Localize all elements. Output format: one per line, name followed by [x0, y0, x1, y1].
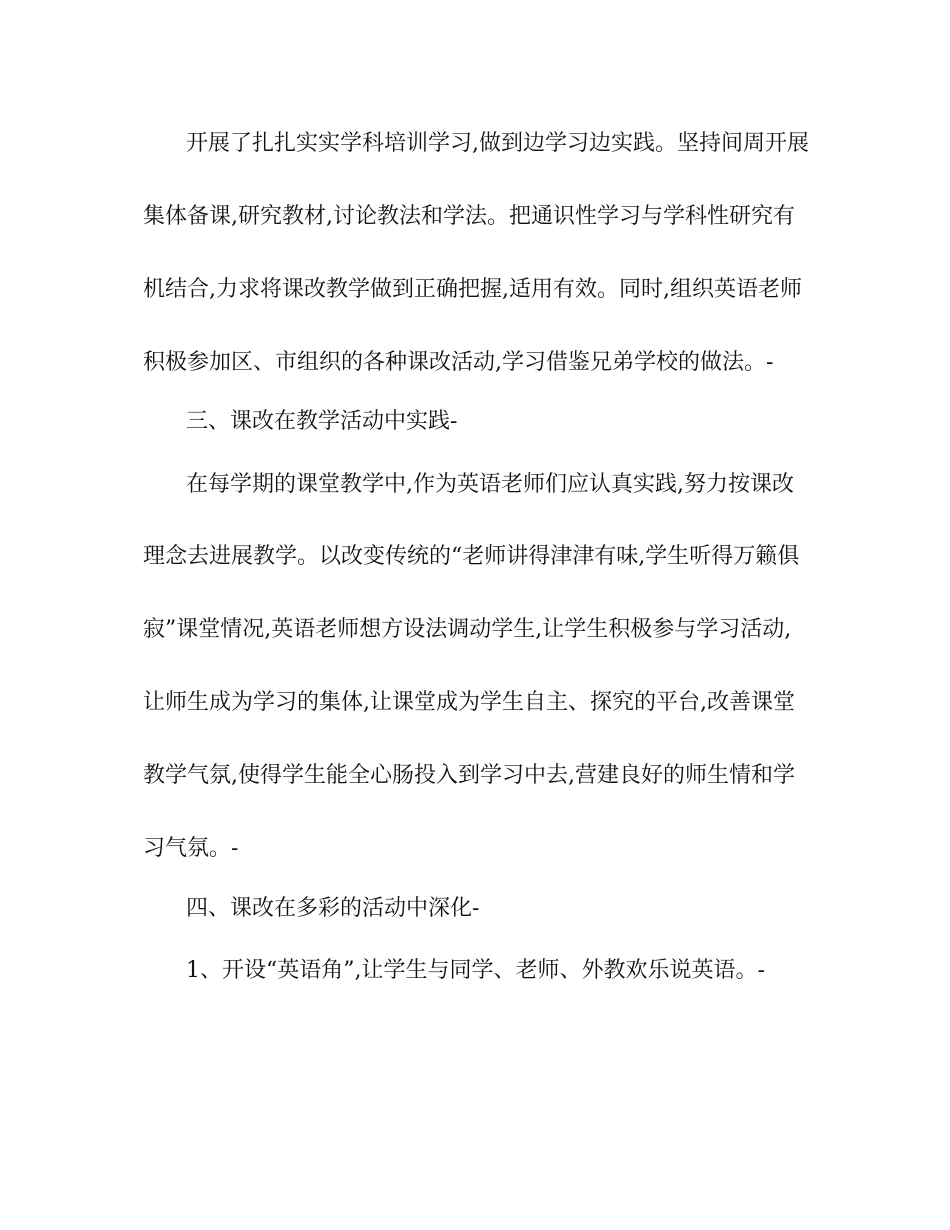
paragraph-line: 机结合,力求将课改教学做到正确把握,适用有效。同时,组织英语老师	[143, 277, 802, 302]
paragraph-line: 在每学期的课堂教学中,作为英语老师们应认真实践,努力按课改	[186, 472, 794, 497]
section-heading: 四、课改在多彩的活动中深化-	[186, 896, 480, 921]
paragraph-line: 开展了扎扎实实学科培训学习,做到边学习边实践。坚持间周开展	[186, 131, 809, 156]
paragraph-line: 理念去进展教学。以改变传统的“老师讲得津津有味,学生听得万籁俱	[143, 544, 800, 569]
paragraph-line: 教学气氛,使得学生能全心肠投入到学习中去,营建良好的师生情和学	[143, 763, 795, 788]
list-item: 1、开设“英语角”,让学生与同学、老师、外教欢乐说英语。-	[186, 958, 765, 983]
section-heading: 三、课改在教学活动中实践-	[186, 409, 458, 434]
paragraph-line: 积极参加区、市组织的各种课改活动,学习借鉴兄弟学校的做法。-	[143, 350, 774, 375]
paragraph-line: 集体备课,研究教材,讨论教法和学法。把通识性学习与学科性研究有	[143, 204, 795, 229]
paragraph-line: 习气氛。-	[143, 836, 239, 861]
paragraph-line: 寂”课堂情况,英语老师想方设法调动学生,让学生积极参与学习活动,	[143, 617, 792, 642]
paragraph-line: 让师生成为学习的集体,让课堂成为学生自主、探究的平台,改善课堂	[143, 690, 795, 715]
